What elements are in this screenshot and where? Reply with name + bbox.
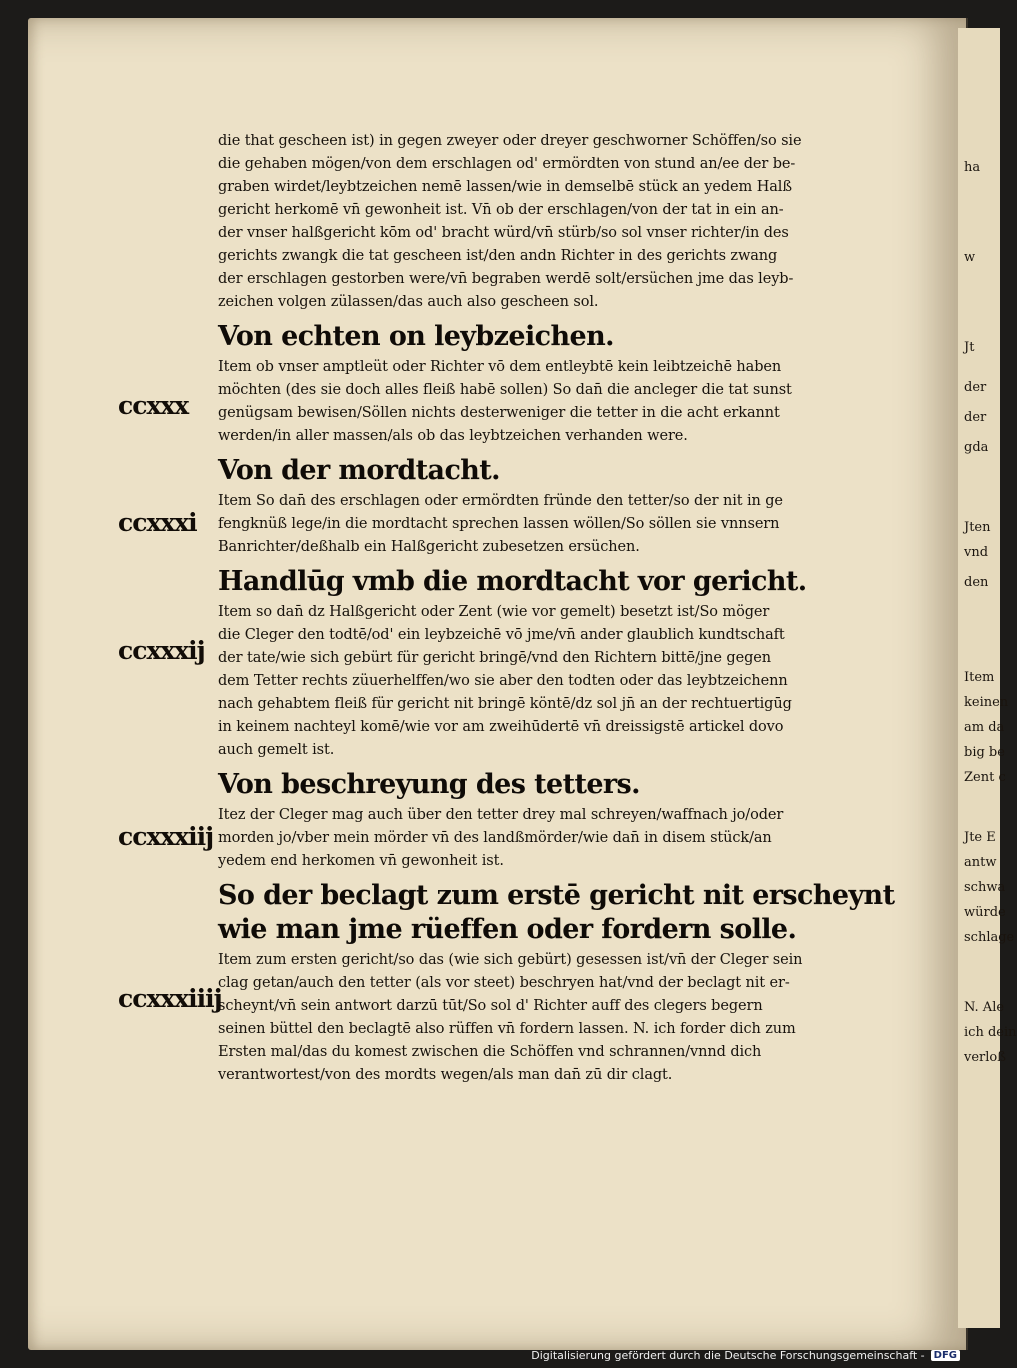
text-line: Banrichter/deßhalb ein Halßgericht zubesetzen ersüchen.: [218, 539, 640, 555]
text-line: Von der mordtacht.: [218, 455, 500, 486]
text-line: in keinem nachteyl komē/wie vor am zweihūdertē vn̄ dreissigstē artickel dovo: [218, 719, 784, 735]
text-line: morden jo/vber mein mörder vn̄ des landßmörder/wie dan̄ in disem stück/an: [218, 830, 772, 846]
text-line: der erschlagen gestorben were/vn̄ begraben werdē solt/ersüchen jme das leyb-: [218, 271, 794, 287]
facing-page-fragment: Item: [964, 670, 995, 685]
section-heading: [218, 768, 880, 802]
text-line: der tate/wie sich gebürt für gericht bringē/vnd den Richtern bittē/jne gegen: [218, 650, 771, 666]
facing-page-fragment: der: [964, 410, 987, 425]
facing-page-fragment: der: [964, 380, 987, 395]
text-line: gerichts zwangk die tat gescheen ist/den andn Richter in des gerichts zwang: [218, 248, 778, 264]
text-line: auch gemelt ist.: [218, 742, 335, 758]
facing-page-fragment: schlage: [964, 930, 1015, 945]
footer-text: Digitalisierung gefördert durch die Deutsche Forschungsgemeinschaft -: [531, 1348, 925, 1362]
text-line: verantwortest/von des mordts wegen/als man dan̄ zū dir clagt.: [218, 1067, 673, 1083]
facing-page-fragment: schwa: [964, 880, 1006, 895]
text-line: nach gehabtem fleiß für gericht nit bringē köntē/dz sol jn̄ an der rechtuertigūg: [218, 696, 792, 712]
section-heading: [218, 565, 880, 599]
facing-page-fragment: keinen: [964, 695, 1009, 710]
facing-page-fragment: am da: [964, 720, 1005, 735]
text-line: die gehaben mögen/von dem erschlagen od' ermördten von stund an/ee der be-: [218, 156, 796, 172]
text-line: werden/in aller massen/als ob das leybtzeichen verhanden were.: [218, 428, 688, 444]
facing-page-fragment: würde: [964, 905, 1006, 920]
facing-page-fragment: Jten: [964, 520, 991, 535]
text-line: Item ob vnser amptleüt oder Richter vō dem entleybtē kein leibtzeichē haben: [218, 359, 782, 375]
text-paragraph: [218, 356, 880, 448]
text-paragraph: [218, 130, 880, 314]
text-paragraph: [218, 804, 880, 873]
text-line: zeichen volgen zülassen/das auch also gescheen sol.: [218, 294, 599, 310]
dfg-logo: DFG: [931, 1350, 960, 1361]
facing-page-fragment: big be: [964, 745, 1005, 760]
text-line: gericht herkomē vn̄ gewonheit ist. Vn̄ ob der erschlagen/von der tat in ein an-: [218, 202, 784, 218]
text-paragraph: [218, 490, 880, 559]
text-line: Von beschreyung des tetters.: [218, 769, 640, 800]
facing-page-fragment: verloß: [964, 1050, 1006, 1065]
text-line: clag getan/auch den tetter (als vor steet) beschryen hat/vnd der beclagt nit er-: [218, 975, 790, 991]
article-number: ccxxx: [118, 390, 189, 420]
text-line: yedem end herkomen vn̄ gewonheit ist.: [218, 853, 504, 869]
text-line: Von echten on leybzeichen.: [218, 321, 614, 352]
facing-page-fragment: ha: [964, 160, 981, 175]
text-line: der vnser halßgericht kōm od' bracht würd/vn̄ stürb/so sol vnser richter/in des: [218, 225, 789, 241]
text-line: Item So dan̄ des erschlagen oder ermördten fründe den tetter/so der nit in ge: [218, 493, 783, 509]
text-line: fengknüß lege/in die mordtacht sprechen lassen wöllen/So söllen sie vnnsern: [218, 516, 780, 532]
text-line: scheynt/vn̄ sein antwort darzū tūt/So sol d' Richter auff des clegers begern: [218, 998, 763, 1014]
text-paragraph: [218, 949, 880, 1087]
facing-page-fragment: ich dein: [964, 1025, 1017, 1040]
text-line: Item zum ersten gericht/so das (wie sich gebürt) gesessen ist/vn̄ der Cleger sein: [218, 952, 803, 968]
facing-page-fragment: gda: [964, 440, 989, 455]
text-column: [218, 130, 895, 1087]
text-line: die that gescheen ist) in gegen zweyer oder dreyer geschworner Schöffen/so sie: [218, 133, 802, 149]
facing-page-fragment: antw: [964, 855, 997, 870]
article-number: ccxxxi: [118, 508, 197, 538]
text-line: Itez der Cleger mag auch über den tetter drey mal schreyen/waffnach jo/oder: [218, 807, 784, 823]
facing-page-fragment: w: [964, 250, 976, 265]
digitization-footer: [531, 1346, 960, 1364]
text-line: So der beclagt zum erstē gericht nit erscheynt: [218, 880, 895, 911]
facing-page-fragment: vnd: [964, 545, 989, 560]
text-line: Ersten mal/das du komest zwischen die Schöffen vnd schrannen/vnnd dich: [218, 1044, 762, 1060]
text-line: dem Tetter rechts züuerhelffen/wo sie aber den todten oder das leybtzeichenn: [218, 673, 788, 689]
text-paragraph: [218, 601, 880, 762]
text-line: seinen büttel den beclagtē also rüffen vn̄ fordern lassen. N. ich forder dich zum: [218, 1021, 796, 1037]
article-number: ccxxxij: [118, 635, 205, 665]
text-line: genügsam bewisen/Söllen nichts desterweniger die tetter in die acht erkannt: [218, 405, 780, 421]
facing-page-fragment: Jt: [964, 340, 975, 355]
text-line: Handlūg vmb die mordtacht vor gericht.: [218, 566, 807, 597]
facing-page-fragment: den: [964, 575, 989, 590]
facing-page-edge: [958, 28, 1017, 1328]
text-line: wie man jme rüeffen oder fordern solle.: [218, 914, 797, 945]
text-line: Item so dan̄ dz Halßgericht oder Zent (wie vor gemelt) besetzt ist/So möger: [218, 604, 770, 620]
section-heading: [218, 320, 880, 354]
facing-page-fragment: N. Ale: [964, 1000, 1005, 1015]
section-heading: [218, 454, 880, 488]
facing-page-fragment: Zent c: [964, 770, 1006, 785]
article-number: ccxxxiij: [118, 822, 214, 852]
facing-page-fragment: Jte E: [964, 830, 996, 845]
text-line: die Cleger den todtē/od' ein leybzeichē vō jme/vn̄ ander glaublich kundtschaft: [218, 627, 785, 643]
text-line: möchten (des sie doch alles fleiß habē sollen) So dan̄ die ancleger die tat sunst: [218, 382, 792, 398]
text-line: graben wirdet/leybtzeichen nemē lassen/wie in demselbē stück an yedem Halß: [218, 179, 792, 195]
section-heading: [218, 879, 895, 947]
article-number: ccxxxiiij: [118, 983, 222, 1013]
